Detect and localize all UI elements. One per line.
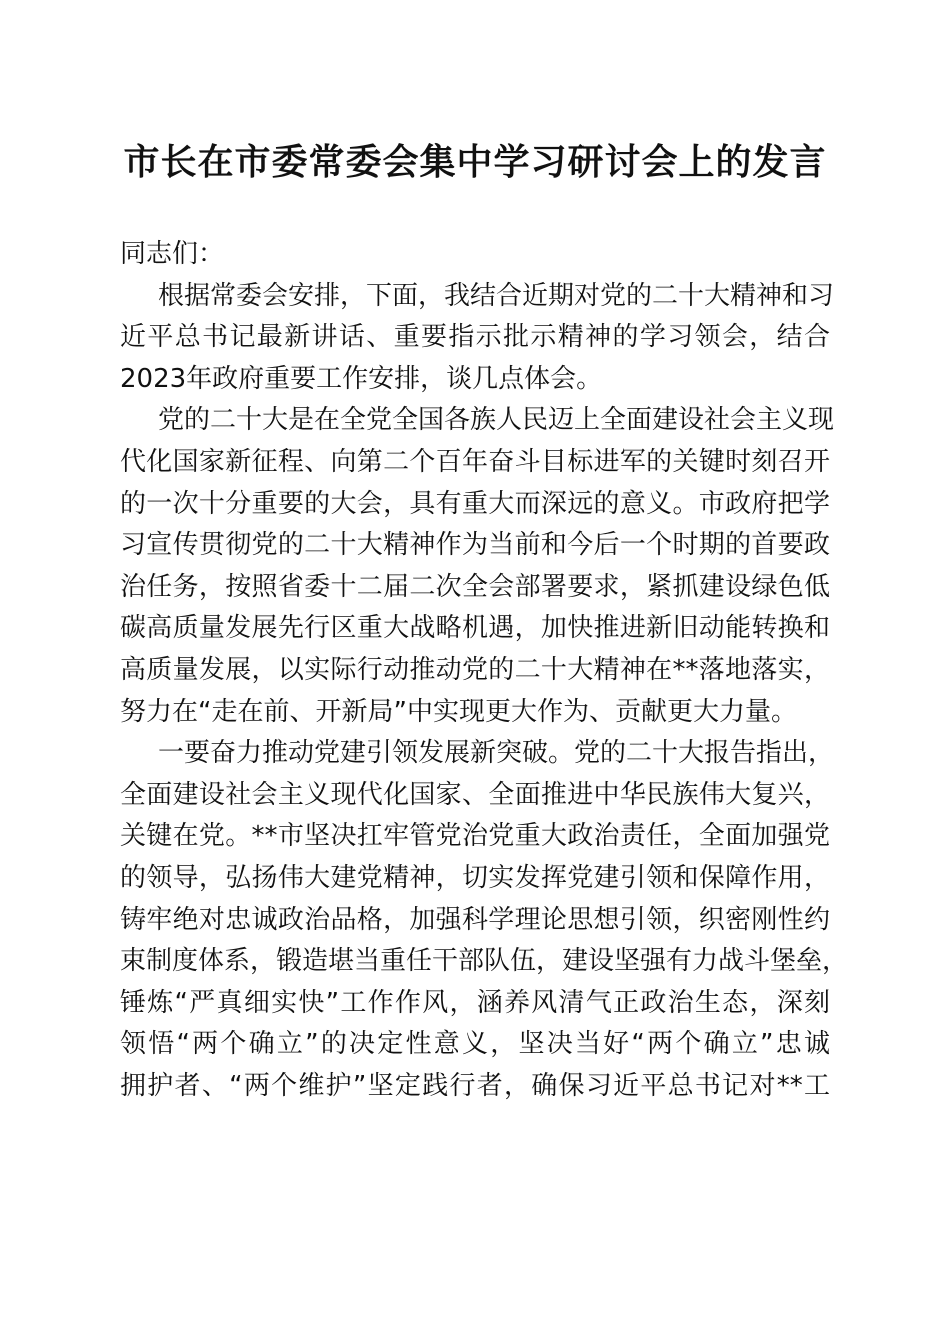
salutation: 同志们： bbox=[120, 239, 225, 269]
paragraph-3-line-8: 领悟“两个确立”的决定性意义，坚决当好“两个确立”忠诚 bbox=[120, 1029, 830, 1060]
document-title: 市长在市委常委会集中学习研讨会上的发言 bbox=[123, 141, 827, 183]
paragraph-3-line-5: 铸牢绝对忠诚政治品格，加强科学理论思想引领，织密刚性约 bbox=[120, 904, 830, 935]
paragraph-2-line-3: 的一次十分重要的大会，具有重大而深远的意义。市政府把学 bbox=[120, 488, 830, 519]
document-body bbox=[120, 234, 849, 1107]
paragraph-2-line-4: 习宣传贯彻党的二十大精神作为当前和今后一个时期的首要政 bbox=[120, 530, 830, 561]
paragraph-3-line-4: 的领导，弘扬伟大建党精神，切实发挥党建引领和保障作用， bbox=[120, 862, 830, 893]
paragraph-3-line-2: 全面建设社会主义现代化国家、全面推进中华民族伟大复兴， bbox=[120, 779, 830, 810]
paragraph-1-line-1: 根据常委会安排，下面，我结合近期对党的二十大精神和习 bbox=[158, 280, 835, 311]
paragraph-2-line-7: 高质量发展，以实际行动推动党的二十大精神在**落地落实， bbox=[120, 654, 830, 685]
paragraph-1-line-3: 2023年政府重要工作安排，谈几点体会。 bbox=[120, 363, 603, 394]
paragraph-3-line-6: 束制度体系，锻造堪当重任干部队伍，建设坚强有力战斗堡垒， bbox=[120, 946, 849, 977]
paragraph-2-line-6: 碳高质量发展先行区重大战略机遇，加快推进新旧动能转换和 bbox=[120, 613, 830, 644]
paragraph-3-line-7: 锤炼“严真细实快”工作作风，涵养风清气正政治生态，深刻 bbox=[120, 987, 830, 1018]
paragraph-2-line-8: 努力在“走在前、开新局”中实现更大作为、贡献更大力量。 bbox=[120, 696, 797, 727]
paragraph-3-line-3: 关键在党。**市坚决扛牢管党治党重大政治责任，全面加强党 bbox=[120, 821, 830, 852]
paragraph-2-line-5: 治任务，按照省委十二届二次全会部署要求，紧抓建设绿色低 bbox=[120, 571, 830, 602]
paragraph-3-line-9: 拥护者、“两个维护”坚定践行者，确保习近平总书记对**工 bbox=[120, 1070, 830, 1101]
paragraph-3-line-1: 一要奋力推动党建引领发展新突破。党的二十大报告指出， bbox=[158, 738, 835, 769]
paragraph-2-line-1: 党的二十大是在全党全国各族人民迈上全面建设社会主义现 bbox=[158, 405, 835, 436]
paragraph-2-line-2: 代化国家新征程、向第二个百年奋斗目标进军的关键时刻召开 bbox=[120, 446, 830, 477]
paragraph-1-line-2: 近平总书记最新讲话、重要指示批示精神的学习领会，结合 bbox=[120, 322, 830, 353]
